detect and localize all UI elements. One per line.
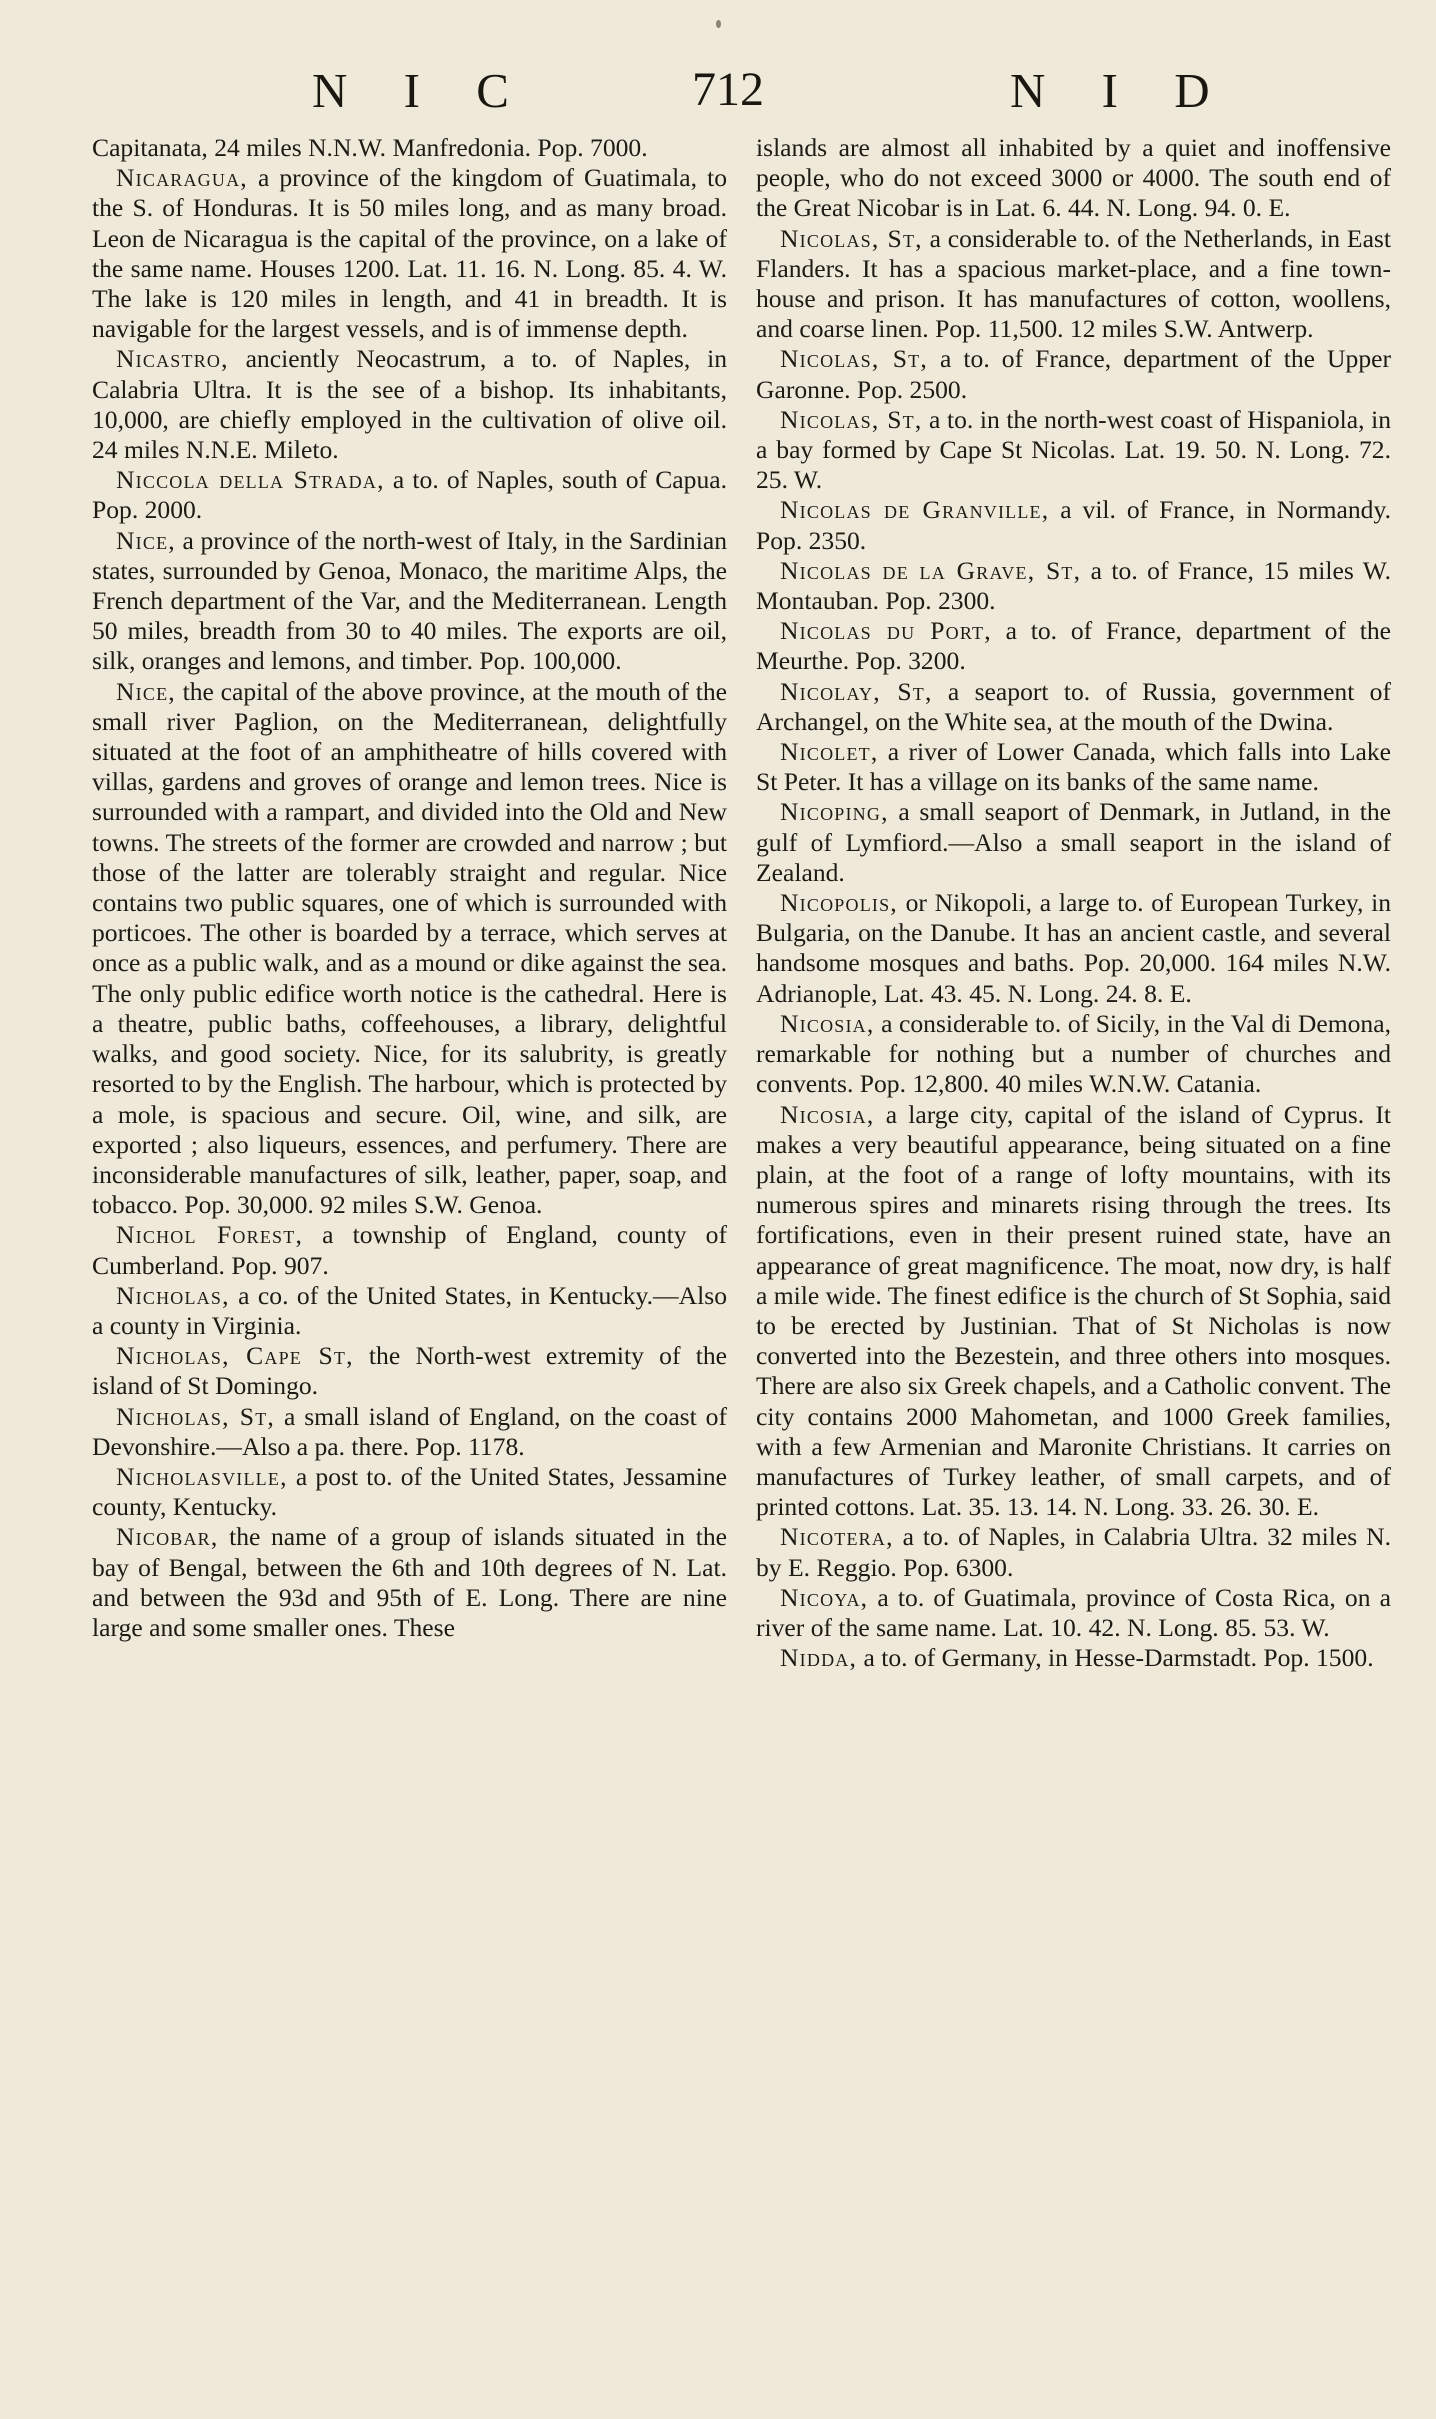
entry-headword: Nicholasville, [116,1461,288,1491]
entry-headword: Nicobar, [116,1522,219,1552]
entry-body: a small island of England, on the coast of Devonshire.—Also a pa. there. Pop. 1178. [92,1401,727,1461]
entry [92,465,727,525]
entry-body: a to. of Guatimala, province of Costa Rica, on a river of the same name. Lat. 10. 42. N. Long. 85. 53. W. [756,1582,1391,1642]
entry [92,1522,727,1643]
entry [756,888,1391,1009]
entry [756,1522,1391,1582]
entry [756,344,1391,404]
entry [92,1281,727,1341]
entry-headword: Nicolay, St, [780,676,933,706]
entry-body: a province of the kingdom of Guatimala, to the S. of Honduras. It is 50 miles long, and as many broad. Leon de Nicaragua is the capital of the province, on a lake of the same name. Houses 1200. Lat. 11. 16. N. Long. 85. 4. W. The lake is 120 miles in length, and 41 in breadth. It is navigable for the largest vessels, and is of immense depth. [92,163,727,344]
entry-body: a co. of the United States, in Kentucky.—Also a county in Virginia. [92,1280,727,1340]
entry-headword: Nicotera, [780,1522,894,1552]
entry-body: a small seaport of Denmark, in Jutland, in the gulf of Lymfiord.—Also a small seaport in the island of Zealand. [756,797,1391,887]
entry [756,677,1391,737]
entry-body: a province of the north-west of Italy, in the Sardinian states, surrounded by Genoa, Monaco, the maritime Alps, the French department of the Var, and the Mediterranean. Length 50 miles, breadth from 30 to 40 miles. The exports are oil, silk, oranges and lemons, and timber. Pop. 100,000. [92,525,727,676]
entry-headword: Nidda, [780,1643,858,1673]
entry-headword: Nichol Forest, [116,1220,304,1250]
entry-headword: Nicolas du Port, [780,616,992,646]
entry-headword: Nicholas, [116,1280,230,1310]
entry [756,797,1391,888]
entry-headword: Nicolas, St, [780,223,923,253]
entry-headword: Nicopolis, [780,888,898,918]
entry-headword: Nicolas de Granville, [780,495,1050,525]
entry-body: a to. of France, 15 miles W. Montauban. Pop. 2300. [756,555,1391,616]
entry-body: anciently Neocastrum, a to. of Naples, in Calabria Ultra. It is the see of a bishop. Its inhabitants, 10,000, are chiefly employed in the cultivation of olive oil. 24 miles N.N.E. Mileto. [92,344,727,465]
entry-headword: Nicholas, St, [116,1401,276,1431]
entry-headword: Nicholas, Cape St, [116,1341,354,1371]
entry-body: a to. of France, department of the Meurthe. Pop. 3200. [756,616,1391,676]
entry [92,1402,727,1462]
entry-body: or Nikopoli, a large to. of European Turkey, in Bulgaria, on the Danube. It has an ancient castle, and several handsome mosques and baths. Pop. 20,000. 164 miles N.W. Adrianople, Lat. 43. 45. N. Long. 24. 8. E. [756,888,1391,1008]
entry-body: a post to. of the United States, Jessamine county, Kentucky. [92,1461,727,1522]
entry [756,1643,1391,1673]
right-column [756,133,1391,2398]
entry-headword: Nice, [116,676,176,706]
entry [92,1341,727,1401]
header-left-letters: N I C [312,63,521,118]
entry [756,1100,1391,1523]
entry-body: a to. in the north-west coast of Hispaniola, in a bay formed by Cape St Nicolas. Lat. 19. 50. N. Long. 72. 25. W. [756,404,1391,495]
entry-body: a to. of Germany, in Hesse-Darmstadt. Pop. 1500. [857,1643,1374,1673]
header-right-letters: N I D [1010,63,1222,118]
entry [756,495,1391,555]
entry-headword: Nicolas, St, [780,344,928,374]
entry [92,133,727,163]
entry-body: a township of England, county of Cumberland. Pop. 907. [92,1220,727,1280]
entry-headword: Nicolet, [780,737,879,767]
entry-headword: Nicastro, [116,344,229,374]
entry-headword: Nicaragua, [116,163,248,193]
entry [756,1583,1391,1643]
entry-body: a considerable to. of Sicily, in the Val di Demona, remarkable for nothing but a number of churches and convents. Pop. 12,800. 40 miles W.N.W. Catania. [756,1008,1391,1099]
entry [756,1009,1391,1100]
entry-body: a considerable to. of the Netherlands, in East Flanders. It has a spacious market-place, and a fine town-house and prison. It has manufactures of cotton, woollens, and coarse linen. Pop. 11,500. 12 miles S.W. Antwerp. [756,223,1391,344]
entry-body: a seaport to. of Russia, government of Archangel, on the White sea, at the mouth of the Dwina. [756,676,1391,736]
entry-body: a to. of France, department of the Upper Garonne. Pop. 2500. [756,344,1391,404]
entry-body: a river of Lower Canada, which falls into Lake St Peter. It has a village on its banks of the same name. [756,737,1391,797]
entry [756,133,1391,224]
entry [92,1220,727,1280]
entry-headword: Nicoping, [780,797,889,827]
entry [92,344,727,465]
entry-headword: Nice, [116,525,176,555]
entry [92,677,727,1221]
entry [756,556,1391,616]
entry [92,163,727,344]
running-header [0,62,1436,132]
left-column [92,133,727,2398]
entry-body: the North-west extremity of the island of St Domingo. [92,1341,727,1401]
entry-headword: Nicoya, [780,1582,869,1612]
entry-body: the capital of the above province, at the mouth of the small river Paglion, on the Mediterranean, delightfully situated at the foot of an amphitheatre of hills covered with villas, gardens and groves of orange and lemon trees. Nice is surrounded with a rampart, and divided into the Old and New towns. The streets of the former are crowded and narrow ; but those of the latter are tolerably straight and regular. Nice contains two public squares, one of which is surrounded with porticoes. The other is boarded by a terrace, which serves at once as a public walk, and as a mound or dike against the sea. The only public edifice worth notice is the cathedral. Here is a theatre, public baths, coffeehouses, a library, delightful walks, and good society. Nice, for its salubrity, is greatly resorted to by the English. The harbour, which is protected by a mole, is spacious and secure. Oil, wine, and silk, are exported ; also liqueurs, essences, and perfumery. There are inconsiderable manufactures of silk, leather, paper, soap, and tobacco. Pop. 30,000. 92 miles S.W. Genoa. [92,676,727,1220]
entry [92,1462,727,1522]
entry [756,616,1391,676]
entry-headword: Nicolas, St, [780,404,923,434]
entry-body: Capitanata, 24 miles N.N.W. Manfredonia. Pop. 7000. [92,133,648,162]
entry-body: a vil. of France, in Normandy. Pop. 2350. [756,495,1391,555]
entry-headword: Nicosia, [780,1008,875,1038]
entry-headword: Niccola della Strada, [116,465,385,495]
entry-headword: Nicolas de la Grave, St, [780,555,1082,585]
entry-body: a large city, capital of the island of Cyprus. It makes a very beautiful appearance, being situated on a fine plain, at the foot of a range of lofty mountains, with its numerous spires and minarets rising through the trees. Its fortifications, even in their present ruined state, have an appearance of great magnificence. The moat, now dry, is half a mile wide. The finest edifice is the church of St Sophia, said to be erected by Justinian. That of St Nicholas is now converted into the Bezestein, and three others into mosques. There are also six Greek chapels, and a Catholic convent. The city contains 2000 Mahometan, and 1000 Greek families, with a few Armenian and Maronite Christians. It carries on manufactures of Turkey leather, of small carpets, and of printed cottons. Lat. 35. 13. 14. N. Long. 33. 26. 30. E. [756,1099,1391,1522]
entry-body: islands are almost all inhabited by a quiet and inoffensive people, who do not exceed 3000 or 4000. The south end of the Great Nicobar is in Lat. 6. 44. N. Long. 94. 0. E. [756,133,1391,223]
entry-body: the name of a group of islands situated in the bay of Bengal, between the 6th and 10th degrees of N. Lat. and between the 93d and 95th of E. Long. There are nine large and some smaller ones. These [92,1522,727,1642]
page-number: 712 [692,63,764,116]
entry-body: a to. of Naples, south of Capua. Pop. 2000. [92,465,727,525]
entry [756,737,1391,797]
entry [756,405,1391,496]
entry-headword: Nicosia, [780,1099,875,1129]
entry [756,224,1391,345]
entry [92,526,727,677]
print-speck [716,20,721,28]
entry-body: a to. of Naples, in Calabria Ultra. 32 miles N. by E. Reggio. Pop. 6300. [756,1522,1391,1582]
